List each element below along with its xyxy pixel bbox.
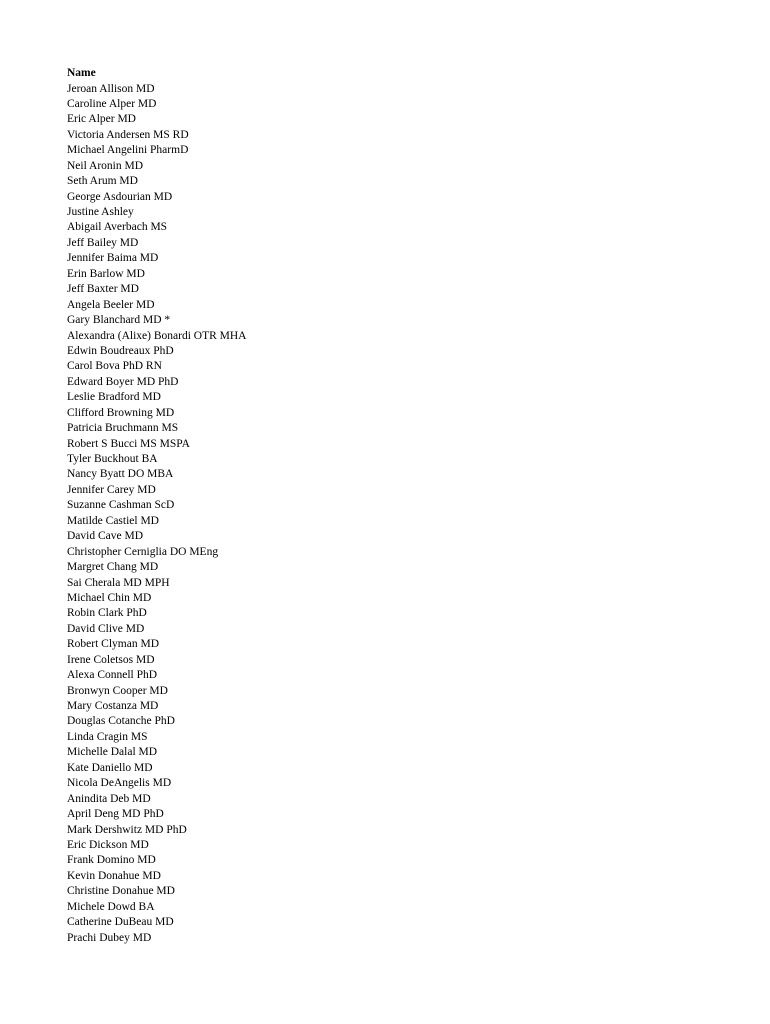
name-row: Eric Alper MD [67,113,136,126]
name-row: Caroline Alper MD [67,97,157,110]
name-row: Patricia Bruchmann MS [67,422,179,435]
name-row: Kate Daniello MD [67,761,153,774]
name-row: Gary Blanchard MD * [67,314,171,327]
name-row: Seth Arum MD [67,175,138,188]
name-row: Neil Aronin MD [67,159,144,172]
name-row: Carol Bova PhD RN [67,360,162,373]
name-row: Justine Ashley [67,206,134,218]
name-row: Victoria Andersen MS RD [67,128,189,141]
name-row: Edwin Boudreaux PhD [67,344,174,357]
name-row: Alexandra (Alixe) Bonardi OTR MHA [67,329,247,342]
name-row: Christopher Cerniglia DO MEng [67,545,219,558]
name-row: Eric Dickson MD [67,838,149,851]
name-row: Angela Beeler MD [67,298,155,311]
name-row: Catherine DuBeau MD [67,916,174,929]
name-row: Clifford Browning MD [67,406,175,419]
name-row: Michele Dowd BA [67,900,155,913]
name-row: Erin Barlow MD [67,267,145,280]
name-row: Robert Clyman MD [67,638,159,651]
name-row: Edward Boyer MD PhD [67,375,179,388]
name-row: Anindita Deb MD [67,792,151,805]
name-row: Jennifer Carey MD [67,483,156,496]
name-row: Frank Domino MD [67,854,156,867]
name-row: Robin Clark PhD [67,607,147,620]
name-row: Kevin Donahue MD [67,869,161,882]
name-row: Sai Cherala MD MPH [67,576,170,589]
name-row: Douglas Cotanche PhD [67,715,175,728]
name-row: Mark Dershwitz MD PhD [67,823,187,836]
name-row: Jeroan Allison MD [67,82,155,95]
name-row: Michael Chin MD [67,591,152,604]
name-row: David Cave MD [67,530,144,543]
name-row: Abigail Averbach MS [67,221,168,234]
name-row: Robert S Bucci MS MSPA [67,437,190,450]
name-row: Nicola DeAngelis MD [67,777,172,790]
name-row: Christine Donahue MD [67,885,175,898]
name-row: Michael Angelini PharmD [67,144,189,157]
name-row: Tyler Buckhout BA [67,453,158,465]
name-row: Matilde Castiel MD [67,514,159,527]
name-row: Margret Chang MD [67,561,159,574]
name-row: Leslie Bradford MD [67,391,161,404]
name-row: Jeff Bailey MD [67,236,139,249]
name-row: Jennifer Baima MD [67,252,159,265]
name-list [67,82,747,947]
name-row: Irene Coletsos MD [67,653,155,666]
name-row: Linda Cragin MS [67,730,148,743]
name-row: Michelle Dalal MD [67,746,158,759]
name-row: April Deng MD PhD [67,808,164,821]
name-row: Nancy Byatt DO MBA [67,468,174,481]
name-table [67,66,747,946]
name-row: George Asdourian MD [67,190,173,203]
name-row: Prachi Dubey MD [67,931,152,944]
name-row: Jeff Baxter MD [67,283,139,296]
name-row: Suzanne Cashman ScD [67,499,175,512]
name-row: David Clive MD [67,622,145,635]
name-row: Mary Costanza MD [67,700,159,712]
name-row: Alexa Connell PhD [67,669,158,682]
column-header-name: Name [67,67,96,79]
name-row: Bronwyn Cooper MD [67,684,168,697]
